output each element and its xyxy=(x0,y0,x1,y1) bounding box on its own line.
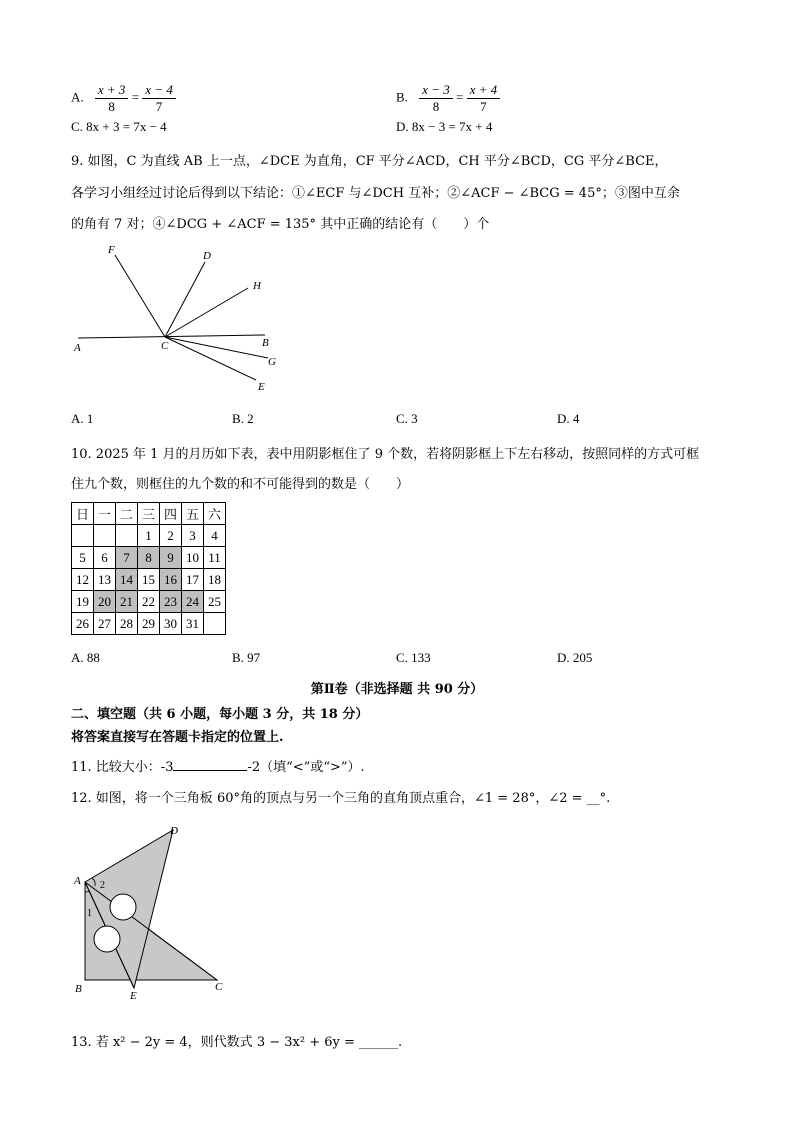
q8-b-left-den: 8 xyxy=(432,99,440,114)
calendar-cell: 三 xyxy=(138,503,160,525)
q8-option-d: D. 8x − 3 = 7x + 4 xyxy=(396,119,493,134)
q9-angle-figure xyxy=(70,240,290,400)
calendar-cell-shaded: 23 xyxy=(160,591,182,613)
q9-option-a: A. 1 xyxy=(71,411,94,426)
calendar-cell xyxy=(204,613,226,635)
q9-option-c: C. 3 xyxy=(396,411,418,426)
q8-b-left-fraction xyxy=(419,82,453,115)
calendar-cell: 6 xyxy=(94,547,116,569)
q10-line-1: 10. 2025 年 1 月的月历如下表，表中用阴影框住了 9 个数，若将阴影框上下左右移动，按照同样的方式可框 xyxy=(71,447,700,462)
calendar-header-row xyxy=(72,503,226,525)
label-b: B xyxy=(262,337,269,349)
ray-ch xyxy=(165,288,248,337)
calendar-cell-shaded: 20 xyxy=(94,591,116,613)
calendar-cell: 17 xyxy=(182,569,204,591)
calendar-cell: 25 xyxy=(204,591,226,613)
q8-b-right-fraction xyxy=(467,82,501,115)
calendar-cell-shaded: 8 xyxy=(138,547,160,569)
q9-option-b: B. 2 xyxy=(232,411,254,426)
label-e: E xyxy=(130,990,137,1002)
calendar-row xyxy=(72,547,226,569)
calendar-cell xyxy=(72,525,94,547)
q8-a-eq: = xyxy=(131,89,140,105)
label-angle-1: 1 xyxy=(87,908,92,919)
set-square-hole xyxy=(110,894,136,920)
calendar-cell: 27 xyxy=(94,613,116,635)
calendar-cell: 19 xyxy=(72,591,94,613)
q8-a-left-num: x + 3 xyxy=(95,82,129,99)
calendar-cell: 31 xyxy=(182,613,204,635)
q10-option-a: A. 88 xyxy=(71,650,100,665)
calendar-cell: 4 xyxy=(204,525,226,547)
calendar-cell-shaded: 24 xyxy=(182,591,204,613)
calendar-cell: 13 xyxy=(94,569,116,591)
q8-b-right-den: 7 xyxy=(480,99,487,114)
calendar-cell xyxy=(94,525,116,547)
set-square-hole xyxy=(94,926,120,952)
label-e: E xyxy=(258,381,265,393)
q13-text: 13. 若 x² − 2y = 4，则代数式 3 − 3x² + 6y = ______. xyxy=(71,1035,403,1050)
q9-line-2: 各学习小组经过讨论后得到以下结论：①∠ECF 与∠DCH 互补；②∠ACF − ∠BCG = 45°；③图中互余 xyxy=(71,186,680,201)
calendar-cell: 六 xyxy=(204,503,226,525)
calendar-cell: 3 xyxy=(182,525,204,547)
calendar-cell: 日 xyxy=(72,503,94,525)
calendar-cell-shaded: 7 xyxy=(116,547,138,569)
label-f: F xyxy=(108,244,115,256)
q8-a-left-fraction xyxy=(95,82,129,115)
q8-option-c: C. 8x + 3 = 7x − 4 xyxy=(71,119,167,134)
calendar-cell-shaded: 14 xyxy=(116,569,138,591)
ray-cg xyxy=(165,337,268,358)
calendar-cell: 一 xyxy=(94,503,116,525)
calendar-cell: 22 xyxy=(138,591,160,613)
calendar-cell: 二 xyxy=(116,503,138,525)
q8-option-a-label: A. xyxy=(71,89,84,105)
q8-b-eq: = xyxy=(455,89,464,105)
calendar-row xyxy=(72,525,226,547)
q11-prefix: 11. 比较大小：-3 xyxy=(71,760,174,775)
label-angle-2: 2 xyxy=(100,880,105,891)
calendar-cell: 11 xyxy=(204,547,226,569)
line-ab xyxy=(78,335,265,338)
q8-a-right-den: 7 xyxy=(155,99,163,114)
calendar-cell: 26 xyxy=(72,613,94,635)
q10-option-d: D. 205 xyxy=(557,650,593,665)
calendar-cell: 28 xyxy=(116,613,138,635)
fill-in-instruction: 将答案直接写在答题卡指定的位置上. xyxy=(71,730,284,745)
calendar-row xyxy=(72,569,226,591)
calendar-cell: 四 xyxy=(160,503,182,525)
calendar-cell-shaded: 9 xyxy=(160,547,182,569)
calendar-row xyxy=(72,591,226,613)
ray-cf xyxy=(115,255,165,337)
ray-ce xyxy=(165,337,256,380)
label-a: A xyxy=(74,342,81,354)
q9-option-d: D. 4 xyxy=(557,411,580,426)
calendar-cell: 18 xyxy=(204,569,226,591)
q9-line-3: 的角有 7 对；④∠DCG + ∠ACF = 135° 其中正确的结论有（ ）个 xyxy=(71,217,490,232)
q10-option-b: B. 97 xyxy=(232,650,261,665)
calendar-row xyxy=(72,613,226,635)
q10-option-c: C. 133 xyxy=(396,650,431,665)
q9-line-1: 9. 如图，C 为直线 AB 上一点，∠DCE 为直角，CF 平分∠ACD，CH 平分∠BCD，CG 平分∠BCE， xyxy=(71,154,668,169)
calendar-cell xyxy=(116,525,138,547)
calendar-cell: 5 xyxy=(72,547,94,569)
q11-answer-blank[interactable] xyxy=(173,758,247,771)
q11-suffix: -2（填“<”或“>”）. xyxy=(247,760,365,775)
calendar-cell: 12 xyxy=(72,569,94,591)
q8-a-left-den: 8 xyxy=(108,99,115,114)
label-d: D xyxy=(203,250,211,262)
calendar-cell: 10 xyxy=(182,547,204,569)
label-b: B xyxy=(75,983,82,995)
calendar-cell-shaded: 16 xyxy=(160,569,182,591)
label-c: C xyxy=(215,981,223,993)
q8-option-a xyxy=(71,82,176,115)
calendar-cell: 15 xyxy=(138,569,160,591)
label-d: D xyxy=(170,825,178,837)
label-c: C xyxy=(161,340,169,352)
calendar-cell-shaded: 21 xyxy=(116,591,138,613)
calendar-cell: 29 xyxy=(138,613,160,635)
q8-b-right-num: x + 4 xyxy=(467,82,501,99)
q8-b-left-num: x − 3 xyxy=(419,82,453,99)
q8-a-right-fraction xyxy=(142,82,176,115)
calendar-cell: 30 xyxy=(160,613,182,635)
q12-triangle-figure xyxy=(70,822,240,1006)
calendar-cell: 2 xyxy=(160,525,182,547)
q8-option-b xyxy=(396,82,500,115)
part-two-title: 第Ⅱ卷（非选择题 共 90 分） xyxy=(310,682,484,697)
q10-line-2: 住九个数，则框住的九个数的和不可能得到的数是（ ） xyxy=(71,477,410,492)
q12-text: 12. 如图，将一个三角板 60°角的顶点与另一个三角的直角顶点重合，∠1 = 28°，∠2 = __°. xyxy=(71,791,611,806)
label-h: H xyxy=(253,280,261,292)
fill-in-heading: 二、填空题（共 6 小题，每小题 3 分，共 18 分） xyxy=(71,707,369,722)
q8-option-b-label: B. xyxy=(396,89,408,105)
calendar-cell: 1 xyxy=(138,525,160,547)
q11-text xyxy=(71,756,365,775)
calendar-table xyxy=(71,502,226,635)
label-a: A xyxy=(74,875,81,887)
q8-a-right-num: x − 4 xyxy=(142,82,176,99)
calendar-cell: 五 xyxy=(182,503,204,525)
label-g: G xyxy=(268,356,276,368)
